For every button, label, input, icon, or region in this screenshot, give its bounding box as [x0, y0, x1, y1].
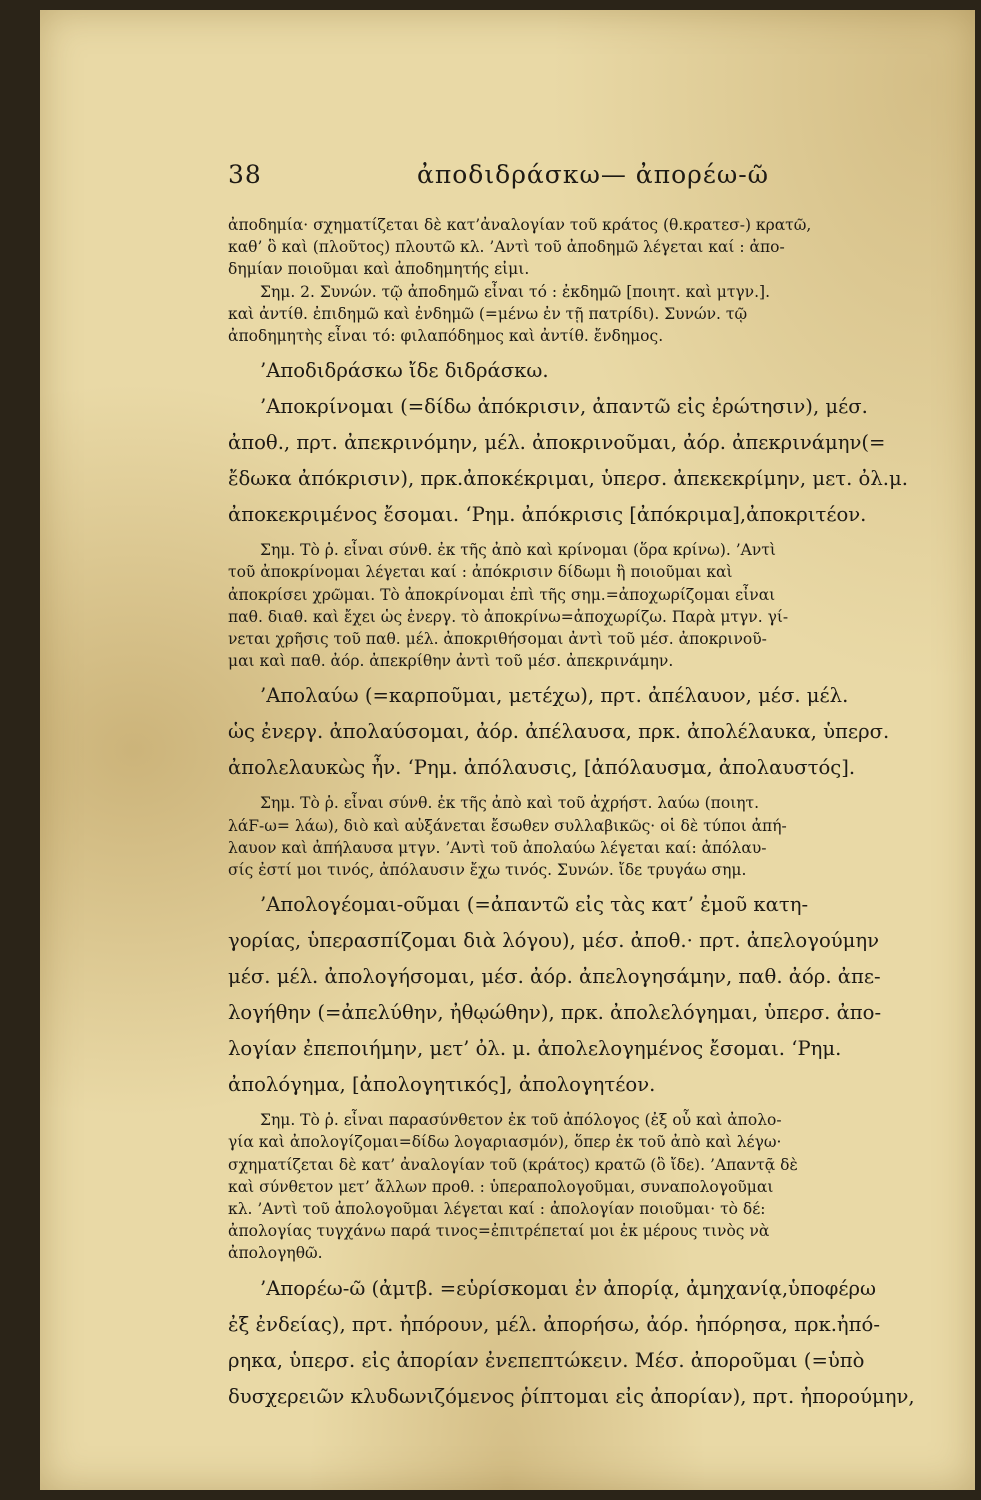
book-page [40, 10, 975, 1490]
text-line: ἔδωκα ἀπόκρισιν), πρκ.ἀποκέκριμαι, ὑπερσ. ἀπεκεκρίμην, μετ. ὀλ.μ. [228, 467, 908, 491]
text-line: νεται χρῆσις τοῦ παθ. μέλ. ἀποκριθήσομαι ἀντὶ τοῦ μέσ. ἀποκρινοῦ- [228, 630, 767, 649]
text-line: δημίαν ποιοῦμαι καὶ ἀποδημητής εἰμι. [228, 260, 530, 279]
text-line: παθ. διαθ. καὶ ἔχει ὡς ἐνεργ. τὸ ἀποκρίνω=ἀποχωρίζω. Παρὰ μτγν. γί- [228, 607, 789, 626]
note-apolauo [228, 792, 958, 881]
text-line: γία καὶ ἀπολογίζομαι=δίδω λογαριασμόν), ὅπερ ἐκ τοῦ ἀπὸ καὶ λέγω· [228, 1133, 782, 1152]
text-line: ’Απολαύω (=καρποῦμαι, μετέχω), πρτ. ἀπέλαυον, μέσ. μέλ. [260, 684, 849, 708]
text-line: ἐξ ἐνδείας), πρτ. ἠπόρουν, μέλ. ἀπορήσω, ἀόρ. ἠπόρησα, πρκ.ἠπό- [228, 1312, 880, 1336]
text-line: λάϜ-ω= λάω), διὸ καὶ αὐξάνεται ἔσωθεν συλλαβικῶς· οἱ δὲ τύποι ἀπή- [228, 816, 787, 835]
text-line: ἀποδημία· σχηματίζεται δὲ κατ’ἀναλογίαν τοῦ κράτος (θ.κρατεσ-) κρατῶ, [228, 216, 812, 234]
text-line: μαι καὶ παθ. ἀόρ. ἀπεκρίθην ἀντὶ τοῦ μέσ. ἀπεκρινάμην. [228, 652, 674, 671]
page-number: 38 [228, 160, 262, 189]
entry-apologeomai [228, 887, 958, 1103]
text-line: κλ. ’Αντὶ τοῦ ἀπολογοῦμαι λέγεται καί : ἀπολογίαν ποιοῦμαι· τὸ δέ: [228, 1200, 766, 1219]
page-content [228, 160, 958, 1415]
text-line: καὶ ἀντίθ. ἐπιδημῶ καὶ ἐνδημῶ (=μένω ἐν τῇ πατρίδι). Συνών. τῷ [228, 304, 748, 323]
text-line: ’Αποδιδράσκω ἴδε διδράσκω. [260, 359, 549, 383]
text-line: σίς ἐστί μοι τινός, ἀπόλαυσιν ἔχω τινός. Συνών. ἴδε τρυγάω σημ. [228, 861, 747, 880]
entry-apodemo-continuation [228, 214, 958, 347]
text-line: ἀποκεκριμένος ἔσομαι. ‘Ρημ. ἀπόκρισις [ἀπόκριμα],ἀποκριτέον. [228, 503, 867, 527]
note-apokrinomai [228, 539, 958, 672]
text-line: λαυον καὶ ἀπήλαυσα μτγν. ’Αντὶ τοῦ ἀπολαύω λέγεται καί: ἀπόλαυ- [228, 838, 767, 857]
text-line: ἀπολελαυκὼς ἦν. ‘Ρημ. ἀπόλαυσις, [ἀπόλαυσμα, ἀπολαυστός]. [228, 756, 856, 780]
text-line: καθ’ ὃ καὶ (πλοῦτος) πλουτῶ κλ. ’Αντὶ τοῦ ἀποδημῶ λέγεται καί : ἀπο- [228, 238, 785, 257]
text-line: ἀποδημητὴς εἶναι τό: φιλαπόδημος καὶ ἀντίθ. ἔνδημος. [228, 327, 664, 346]
text-line: ’Απορέω-ῶ (ἀμτβ. =εὑρίσκομαι ἐν ἀπορίᾳ, ἀμηχανίᾳ,ὑποφέρω [260, 1276, 876, 1300]
text-line: Σημ. Τὸ ῥ. εἶναι σύνθ. ἐκ τῆς ἀπὸ καὶ τοῦ ἀχρήστ. λαύω (ποιητ. [260, 794, 760, 813]
page-header [228, 160, 958, 206]
text-line: τοῦ ἀποκρίνομαι λέγεται καί : ἀπόκρισιν δίδωμι ἢ ποιοῦμαι καὶ [228, 563, 733, 582]
text-line: δυσχερειῶν κλυδωνιζόμενος ῥίπτομαι εἰς ἀπορίαν), πρτ. ἠπορούμην, [228, 1384, 915, 1408]
text-line: γορίας, ὑπερασπίζομαι διὰ λόγου), μέσ. ἀποθ.· πρτ. ἀπελογούμην [228, 929, 880, 953]
entry-aporeo [228, 1271, 958, 1415]
text-line: ρηκα, ὑπερσ. εἰς ἀπορίαν ἐνεπεπτώκειν. Μέσ. ἀποροῦμαι (=ὑπὸ [228, 1348, 865, 1372]
text-line: ’Αποκρίνομαι (=δίδω ἀπόκρισιν, ἀπαντῶ εἰς ἐρώτησιν), μέσ. [260, 395, 868, 419]
text-line: λογήθην (=ἀπελύθην, ἠθῳώθην), πρκ. ἀπολελόγημαι, ὑπερσ. ἀπο- [228, 1001, 882, 1025]
text-line: λογίαν ἐπεποιήμην, μετ’ ὀλ. μ. ἀπολελογημένος ἔσομαι. ‘Ρημ. [228, 1037, 842, 1061]
text-line: ὡς ἐνεργ. ἀπολαύσομαι, ἀόρ. ἀπέλαυσα, πρκ. ἀπολέλαυκα, ὑπερσ. [228, 720, 890, 744]
text-line: ἀπολογίας τυγχάνω παρά τινος=ἐπιτρέπεταί μοι ἐκ μέρους τινὸς νὰ [228, 1222, 770, 1241]
note-apologeomai [228, 1109, 958, 1264]
text-line: ἀποκρίσει χρῶμαι. Τὸ ἀποκρίνομαι ἐπὶ τῆς σημ.=ἀποχωρίζομαι εἶναι [228, 585, 776, 604]
text-line: Σημ. Τὸ ῥ. εἶναι σύνθ. ἐκ τῆς ἀπὸ καὶ κρίνομαι (ὅρα κρίνω). ’Αντὶ [260, 541, 776, 560]
text-line: σχηματίζεται δὲ κατ’ ἀναλογίαν τοῦ (κράτος) κρατῶ (ὃ ἴδε). ’Απαντᾷ δὲ [228, 1155, 798, 1174]
entry-apokrinomai [228, 353, 958, 533]
running-head: ἀποδιδράσκω— ἀπορέω-ῶ [416, 160, 770, 189]
text-line: ἀποθ., πρτ. ἀπεκρινόμην, μέλ. ἀποκρινοῦμαι, ἀόρ. ἀπεκρινάμην(= [228, 431, 886, 455]
text-line: ἀπολόγημα, [ἀπολογητικός], ἀπολογητέον. [228, 1073, 656, 1097]
text-line: καὶ σύνθετον μετ’ ἄλλων προθ. : ὑπεραπολογοῦμαι, συναπολογοῦμαι [228, 1177, 774, 1196]
text-line: μέσ. μέλ. ἀπολογήσομαι, μέσ. ἀόρ. ἀπελογησάμην, παθ. ἀόρ. ἀπε- [228, 965, 881, 989]
text-line: Σημ. Τὸ ῥ. εἶναι παρασύνθετον ἐκ τοῦ ἀπόλογος (ἐξ οὗ καὶ ἀπολο- [260, 1111, 782, 1130]
entry-apolauo [228, 678, 958, 786]
text-line: ’Απολογέομαι-οῦμαι (=ἀπαντῶ εἰς τὰς κατ’ ἐμοῦ κατη- [260, 893, 809, 917]
text-line: Σημ. 2. Συνών. τῷ ἀποδημῶ εἶναι τό : ἐκδημῶ [ποιητ. καὶ μτγν.]. [260, 282, 770, 301]
text-line: ἀπολογηθῶ. [228, 1244, 323, 1263]
